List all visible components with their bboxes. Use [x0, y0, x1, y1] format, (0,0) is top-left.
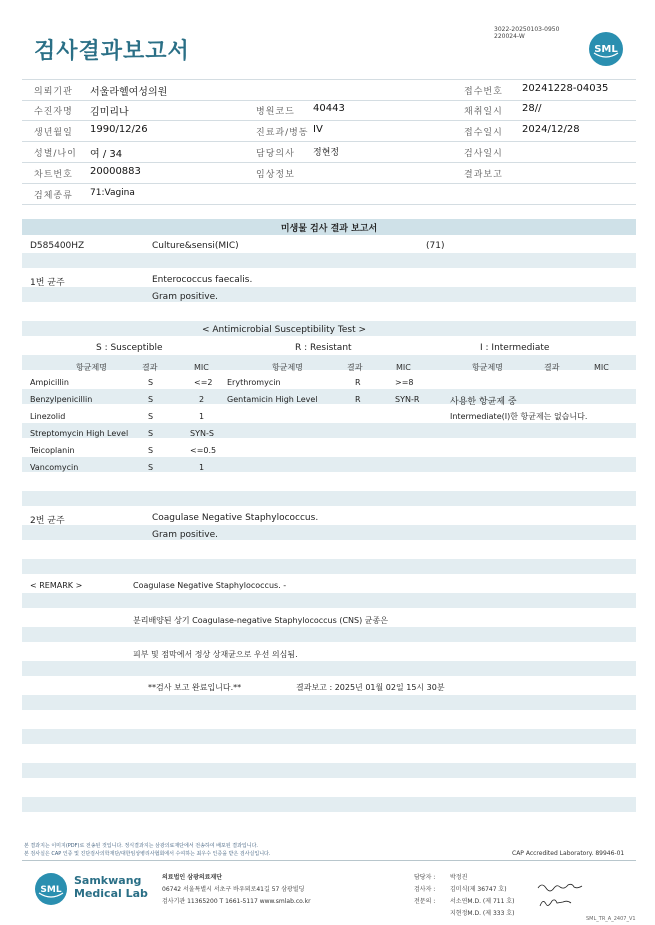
patient-name-value: 김미리나: [90, 107, 129, 118]
lab-name-line-2: Medical Lab: [74, 887, 148, 900]
col-result-left: 결과: [142, 363, 158, 372]
dept-value: IV: [313, 124, 323, 135]
tester-name: 김미식(제 36747 호): [450, 886, 507, 893]
receipt-date-label: 접수일시: [464, 128, 503, 138]
stripe: [22, 695, 636, 710]
dept-label: 진료과/병동: [256, 128, 309, 138]
stripe: [22, 627, 636, 642]
report-title: 검사결과보고서: [34, 39, 190, 64]
stripe: [22, 389, 636, 404]
cap-accreditation: CAP Accredited Laboratory. 89946-01: [512, 850, 625, 857]
receipt-date-value: 2024/12/28: [522, 124, 580, 135]
header-row-1: [22, 79, 636, 101]
ast-left-mic: SYN-S: [190, 429, 214, 438]
ast-left-mic: <=0.5: [190, 446, 217, 455]
sex-age-value: 여 / 34: [90, 149, 123, 160]
confirmer-2: 지현정M.D. (제 333 호): [450, 910, 515, 917]
stripe: [22, 797, 636, 812]
patient-name-label: 수진자명: [34, 107, 73, 117]
ast-left-result: S: [148, 446, 154, 455]
completion-message: **검사 보고 완료입니다.**: [148, 683, 242, 692]
test-date-label: 검사일시: [464, 149, 503, 159]
signature-2: [540, 900, 571, 906]
confirmer-1: 서소연M.D. (제 711 호): [450, 898, 515, 905]
stripe: [22, 525, 636, 540]
document-code: [494, 26, 559, 40]
ast-left-drug: Benzylpenicillin: [30, 395, 93, 404]
clinic-value: 서울라헬여성의원: [90, 87, 168, 98]
organism-1-name: Enterococcus faecalis.: [152, 275, 253, 285]
legend-intermediate: I : Intermediate: [480, 343, 550, 353]
footer-divider: [22, 860, 636, 861]
result-report-time: 결과보고 : 2025년 01월 02일 15시 30분: [296, 683, 445, 692]
stripe: [22, 661, 636, 676]
col-drug-right: 항균제명: [472, 363, 503, 372]
receipt-no-label: 접수번호: [464, 87, 503, 97]
signature-1: [538, 884, 582, 891]
ast-left-result: S: [148, 429, 154, 438]
header-row-3: [22, 121, 636, 142]
ast-left-drug: Teicoplanin: [30, 446, 75, 455]
birth-label: 생년월일: [34, 128, 73, 138]
org-address: 06742 서울특별시 서초구 바우뫼로41길 57 삼광빌딩: [162, 886, 305, 893]
stripe: [22, 457, 636, 472]
specimen-value: 71:Vagina: [90, 188, 135, 198]
receipt-no-value: 20241228-04035: [522, 83, 609, 94]
col-drug-left: 항균제명: [76, 363, 107, 372]
lab-name: [74, 874, 148, 900]
ast-left-result: S: [148, 378, 154, 387]
samkwang-logo: [34, 872, 68, 906]
birth-value: 1990/12/26: [90, 124, 148, 135]
header-row-2: [22, 100, 636, 121]
doctor-label: 담당의사: [256, 149, 295, 159]
legend-resistant: R : Resistant: [295, 343, 352, 353]
header-row-5: [22, 163, 636, 184]
ast-left-drug: Ampicillin: [30, 378, 69, 387]
remark-line-1: Coagulase Negative Staphylococcus. -: [133, 581, 287, 590]
collect-date-label: 채취일시: [464, 107, 503, 117]
confirmer-label: 전문의 :: [414, 898, 436, 905]
header-row-6: [22, 184, 636, 205]
organism-2-name: Coagulase Negative Staphylococcus.: [152, 513, 319, 523]
ast-mid-drug: Gentamicin High Level: [227, 395, 318, 404]
sml-logo: [588, 31, 624, 67]
report-status-label: 결과보고: [464, 170, 503, 180]
section-title-band: [22, 219, 636, 235]
remark-label: < REMARK >: [30, 581, 83, 590]
col-result-right: 결과: [544, 363, 560, 372]
tester-label: 검사자 :: [414, 886, 436, 893]
ast-left-mic: 1: [199, 412, 205, 421]
org-contact: 검사기관 11365200 T 1661-5117 www.smlab.co.kr: [162, 898, 311, 905]
clinic-label: 의뢰기관: [34, 87, 73, 97]
document-code-line-1: 3022-20250103-0950: [494, 26, 560, 33]
specimen-label: 검체종류: [34, 191, 73, 201]
col-drug-mid: 항균제명: [272, 363, 303, 372]
ast-left-drug: Streptomycin High Level: [30, 429, 129, 438]
header-row-4: [22, 142, 636, 163]
organism-1-gram: Gram positive.: [152, 292, 218, 302]
ast-mid-mic: >=8: [395, 378, 414, 387]
hospital-code-label: 병원코드: [256, 107, 295, 117]
samkwang-logo-text: SML: [40, 885, 62, 895]
stripe: [22, 253, 636, 268]
ast-mid-result: R: [355, 378, 361, 387]
test-ref: (71): [426, 241, 445, 251]
sex-age-label: 성별/나이: [34, 149, 77, 159]
stripe: [22, 729, 636, 744]
document-code-line-2: 220024-W: [494, 33, 525, 40]
ast-left-mic: 2: [199, 395, 205, 404]
ast-left-drug: Linezolid: [30, 412, 66, 421]
org-name: 의료법인 삼광의료재단: [162, 874, 223, 881]
ast-left-mic: <=2: [194, 378, 213, 387]
ast-left-result: S: [148, 412, 154, 421]
footer-note-2: 본 검사실은 CAP 인증 및 진단검사의학재단/대한임상병리사협회에서 수여하는 최우수 인증을 받은 검사실입니다.: [24, 851, 271, 857]
hospital-code-value: 40443: [313, 103, 345, 114]
organism-2-label: 2번 균주: [30, 516, 65, 526]
remark-line-3: 피부 및 점막에서 정상 상재균으로 우선 의심됨.: [133, 650, 298, 659]
stripe: [22, 763, 636, 778]
col-mic-mid: MIC: [396, 363, 411, 372]
chart-no-value: 20000883: [90, 166, 141, 177]
ast-left-result: S: [148, 395, 154, 404]
col-mic-left: MIC: [194, 363, 209, 372]
doctor-value: 정현정: [313, 148, 340, 158]
stripe: [22, 593, 636, 608]
stripe: [22, 491, 636, 506]
chart-no-label: 차트번호: [34, 170, 73, 180]
signatures: [534, 878, 590, 912]
form-code: SML_TR_A_2407_V1: [586, 916, 636, 922]
intermediate-note-line-1: 사용한 항균제 중: [450, 397, 517, 407]
ast-title: < Antimicrobial Susceptibility Test >: [202, 325, 366, 335]
ast-mid-drug: Erythromycin: [227, 378, 281, 387]
organism-1-label: 1번 균주: [30, 278, 65, 288]
col-mic-right: MIC: [594, 363, 609, 372]
ast-mid-mic: SYN-R: [395, 395, 420, 404]
remark-line-2: 분리배양된 상기 Coagulase-negative Staphylococcus (CNS) 균종은: [133, 616, 388, 625]
test-name: Culture&sensi(MIC): [152, 241, 239, 251]
section-title: 미생물 검사 결과 보고서: [280, 224, 378, 234]
clinical-info-label: 임상정보: [256, 170, 295, 180]
sml-logo-text: SML: [594, 44, 618, 55]
test-code: D585400HZ: [30, 241, 85, 251]
ast-mid-result: R: [355, 395, 361, 404]
lab-name-line-1: Samkwang: [74, 874, 142, 887]
organism-2-gram: Gram positive.: [152, 530, 218, 540]
staff-label: 담당자 :: [414, 874, 436, 881]
footer-note-1: 본 결과지는 이미지(PDF)로 전송된 것입니다. 정식결과지는 삼광의료재단에서 전송하여 배포된 결과입니다.: [24, 843, 258, 849]
ast-left-drug: Vancomycin: [30, 463, 79, 472]
intermediate-note-line-2: Intermediate(I)한 항균제는 없습니다.: [450, 412, 588, 421]
col-result-mid: 결과: [347, 363, 363, 372]
legend-susceptible: S : Susceptible: [96, 343, 163, 353]
stripe: [22, 559, 636, 574]
stripe: [22, 287, 636, 302]
ast-left-mic: 1: [199, 463, 205, 472]
staff-name: 박정진: [450, 874, 468, 881]
ast-left-result: S: [148, 463, 154, 472]
collect-date-value: 28//: [522, 103, 542, 114]
